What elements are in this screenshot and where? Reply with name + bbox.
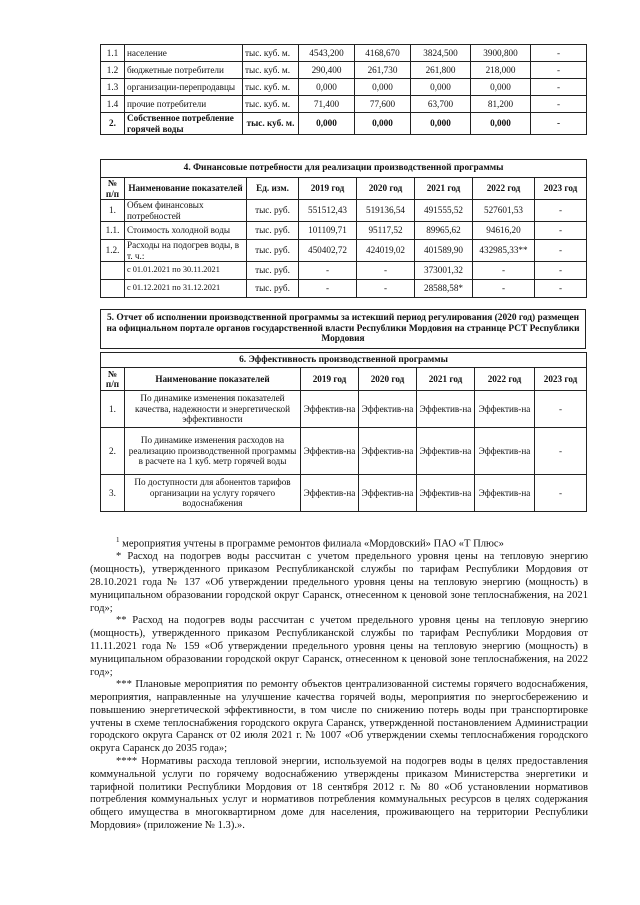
- value-2022: 0,000: [471, 79, 531, 96]
- value-2023: -: [535, 262, 587, 280]
- row-name: Расходы на подогрев воды, в т. ч.:: [125, 240, 247, 262]
- value-2022: 81,200: [471, 96, 531, 113]
- footnote-text: мероприятия учтены в программе ремонтов филиала «Мордовский» ПАО «Т Плюс»: [122, 538, 504, 550]
- row-number: 1.2.: [101, 240, 125, 262]
- header-year: 2023 год: [535, 178, 587, 200]
- table-row: [101, 45, 587, 62]
- header-unit: Ед. изм.: [247, 178, 299, 200]
- footnote-star-2: ** Расход на подогрев воды рассчитан с учетом предельного уровня цены на тепловую энергию (мощность), утвержденного приказом Республиканской службы по тарифам Республики Мордовия от 11.11.2021 года № 159 «Об утверждении предельного уровня цены на тепловую энергию (мощность) в муниципальном образовании городской округ Саранск, отнесенном к ценовой зоне теплоснабжения, на 2022 год»;: [90, 615, 588, 678]
- value-2020: 95117,52: [357, 222, 415, 240]
- header-year: 2022 год: [475, 368, 535, 391]
- value-2023: -: [531, 45, 587, 62]
- header-number: № п/п: [101, 178, 125, 200]
- value-2021: 401589,90: [415, 240, 473, 262]
- value-2020: 261,730: [355, 62, 411, 79]
- row-unit: тыс. куб. м.: [243, 62, 299, 79]
- section-title: 4. Финансовые потребности для реализации производственной программы: [101, 160, 587, 178]
- value-2021: 3824,500: [411, 45, 471, 62]
- footnote-star-1: * Расход на подогрев воды рассчитан с учетом предельного уровня цены на тепловую энергию (мощность), утвержденного приказом Республиканской службы по тарифам Республики Мордовия от 28.10.2021 года № 137 «Об утверждении предельного уровня цены на тепловую энергию (мощность) в муниципальном образовании городской округ Саранск, отнесенном к ценовой зоне теплоснабжения, на 2021 год»;: [90, 551, 588, 614]
- value-2020: 519136,54: [357, 200, 415, 222]
- value-2023: -: [531, 79, 587, 96]
- header-year: 2023 год: [535, 368, 587, 391]
- value-2019: Эффектив-на: [301, 391, 359, 428]
- row-number: 1.1.: [101, 222, 125, 240]
- row-unit: тыс. куб. м.: [243, 79, 299, 96]
- table-row: [101, 113, 587, 135]
- value-2021: 28588,58*: [415, 280, 473, 298]
- period-name: с 01.01.2021 по 30.11.2021: [125, 262, 247, 280]
- table-row: [101, 79, 587, 96]
- value-2021: Эффектив-на: [417, 391, 475, 428]
- value-2022: Эффектив-на: [475, 475, 535, 512]
- row-unit: тыс. куб. м.: [243, 96, 299, 113]
- value-2022: 432985,33**: [473, 240, 535, 262]
- table-row: [101, 280, 587, 298]
- footnotes: [90, 534, 588, 833]
- row-unit: тыс. руб.: [247, 280, 299, 298]
- header-year: 2022 год: [473, 178, 535, 200]
- period-name: с 01.12.2021 по 31.12.2021: [125, 280, 247, 298]
- footnote-marker: 1: [116, 536, 120, 544]
- value-2021: 373001,32: [415, 262, 473, 280]
- financial-needs-table: [100, 159, 587, 298]
- report-text: 5. Отчет об исполнении производственной программы за истекший период регулирования (2020 год) размещен на официальном портале органов государственной власти Республики Мордовия на странице РСТ Республики Мордовия: [101, 310, 586, 349]
- value-2022: 94616,20: [473, 222, 535, 240]
- table-row: [101, 222, 587, 240]
- table-row: [101, 96, 587, 113]
- footnote-1: [90, 534, 588, 551]
- footnote-star-4: **** Нормативы расхода тепловой энергии, используемой на подогрев воды в целях предоставления коммунальной услуги по горячему водоснабжению утверждены приказом Министерства энергетики и тарифной политики Республики Мордовия от 18 сентября 2012 г. № 80 «Об установлении нормативов потребления коммунальных услуг и нормативов потребления коммунальных ресурсов в целях содержания общего имущества в многоквартирном доме для населения, проживающего на территории Республики Мордовия» (приложение № 1.3).».: [90, 756, 588, 832]
- row-name: По динамике изменения расходов на реализацию производственной программы в расчете на 1 куб. метр горячей воды: [125, 428, 301, 475]
- value-2023: -: [535, 240, 587, 262]
- header-year: 2020 год: [357, 178, 415, 200]
- value-2019: Эффектив-на: [301, 475, 359, 512]
- table-row: [101, 62, 587, 79]
- row-name: Собственное потребление горячей воды: [125, 113, 243, 135]
- value-2021: Эффектив-на: [417, 428, 475, 475]
- report-section: [100, 309, 586, 349]
- value-2022: 3900,800: [471, 45, 531, 62]
- row-number: 1.: [101, 200, 125, 222]
- row-number: 1.: [101, 391, 125, 428]
- value-2022: -: [473, 262, 535, 280]
- value-2019: -: [299, 262, 357, 280]
- value-2019: 4543,200: [299, 45, 355, 62]
- row-number: 2.: [101, 428, 125, 475]
- row-name: организации-перепродавцы: [125, 79, 243, 96]
- value-2019: Эффектив-на: [301, 428, 359, 475]
- header-year: 2021 год: [417, 368, 475, 391]
- value-2019: 101109,71: [299, 222, 357, 240]
- row-number: 1.3: [101, 79, 125, 96]
- row-unit: тыс. куб. м.: [243, 113, 299, 135]
- row-number: 1.4: [101, 96, 125, 113]
- value-2021: Эффектив-на: [417, 475, 475, 512]
- table-row: [101, 262, 587, 280]
- table-row: [101, 240, 587, 262]
- row-name: население: [125, 45, 243, 62]
- table-row: [101, 428, 587, 475]
- value-2022: Эффектив-на: [475, 428, 535, 475]
- row-unit: тыс. руб.: [247, 200, 299, 222]
- value-2019: -: [299, 280, 357, 298]
- row-name: По доступности для абонентов тарифов организации на услугу горячего водоснабжения: [125, 475, 301, 512]
- value-2023: -: [531, 113, 587, 135]
- value-2020: Эффектив-на: [359, 428, 417, 475]
- value-2023: -: [535, 428, 587, 475]
- value-2019: 551512,43: [299, 200, 357, 222]
- efficiency-table: [100, 352, 587, 512]
- value-2022: -: [473, 280, 535, 298]
- table-row: [101, 475, 587, 512]
- row-name: Стоимость холодной воды: [125, 222, 247, 240]
- value-2020: -: [357, 280, 415, 298]
- value-2020: 424019,02: [357, 240, 415, 262]
- value-2022: Эффектив-на: [475, 391, 535, 428]
- value-2022: 527601,53: [473, 200, 535, 222]
- consumption-table: [100, 44, 587, 135]
- value-2023: -: [531, 96, 587, 113]
- value-2020: 0,000: [355, 113, 411, 135]
- value-2022: 218,000: [471, 62, 531, 79]
- value-2019: 71,400: [299, 96, 355, 113]
- row-number: 1.1: [101, 45, 125, 62]
- header-year: 2019 год: [301, 368, 359, 391]
- value-2023: -: [535, 200, 587, 222]
- row-unit: тыс. руб.: [247, 222, 299, 240]
- value-2019: 0,000: [299, 79, 355, 96]
- table-row: [101, 391, 587, 428]
- value-2023: -: [535, 391, 587, 428]
- value-2021: 89965,62: [415, 222, 473, 240]
- value-2019: 0,000: [299, 113, 355, 135]
- footnote-star-3: *** Плановые мероприятия по ремонту объектов централизованной системы горячего водоснабжения, мероприятия, направленные на улучшение качества горячей воды, мероприятия по энергосбережению и повышению энергетической эффективности, в том числе по снижению потерь воды при транспортировке учтены в схеме теплоснабжения городского округа Саранск, утвержденной постановлением Администрации городского округа Саранск от 02 июля 2021 г. № 1007 «Об утверждении схемы теплоснабжения городского округа Саранск до 2035 года»;: [90, 679, 588, 755]
- value-2023: -: [535, 280, 587, 298]
- section-title: 6. Эффективность производственной программы: [101, 353, 587, 368]
- value-2020: 77,600: [355, 96, 411, 113]
- row-number: 1.2: [101, 62, 125, 79]
- value-2020: -: [357, 262, 415, 280]
- header-number: № п/п: [101, 368, 125, 391]
- value-2020: 4168,670: [355, 45, 411, 62]
- header-year: 2020 год: [359, 368, 417, 391]
- value-2023: -: [531, 62, 587, 79]
- row-name: Объем финансовых потребностей: [125, 200, 247, 222]
- row-name: бюджетные потребители: [125, 62, 243, 79]
- header-name: Наименование показателей: [125, 178, 247, 200]
- row-unit: тыс. руб.: [247, 262, 299, 280]
- value-2019: 450402,72: [299, 240, 357, 262]
- header-name: Наименование показателей: [125, 368, 301, 391]
- table-row: [101, 200, 587, 222]
- value-2021: 491555,52: [415, 200, 473, 222]
- value-2020: 0,000: [355, 79, 411, 96]
- value-2021: 63,700: [411, 96, 471, 113]
- row-number: 2.: [101, 113, 125, 135]
- row-unit: тыс. руб.: [247, 240, 299, 262]
- value-2020: Эффектив-на: [359, 391, 417, 428]
- value-2022: 0,000: [471, 113, 531, 135]
- row-name: прочие потребители: [125, 96, 243, 113]
- header-year: 2021 год: [415, 178, 473, 200]
- header-year: 2019 год: [299, 178, 357, 200]
- value-2019: 290,400: [299, 62, 355, 79]
- value-2023: -: [535, 475, 587, 512]
- value-2021: 0,000: [411, 79, 471, 96]
- value-2023: -: [535, 222, 587, 240]
- value-2021: 261,800: [411, 62, 471, 79]
- row-number: 3.: [101, 475, 125, 512]
- row-name: По динамике изменения показателей качества, надежности и энергетической эффективности: [125, 391, 301, 428]
- row-unit: тыс. куб. м.: [243, 45, 299, 62]
- value-2021: 0,000: [411, 113, 471, 135]
- value-2020: Эффектив-на: [359, 475, 417, 512]
